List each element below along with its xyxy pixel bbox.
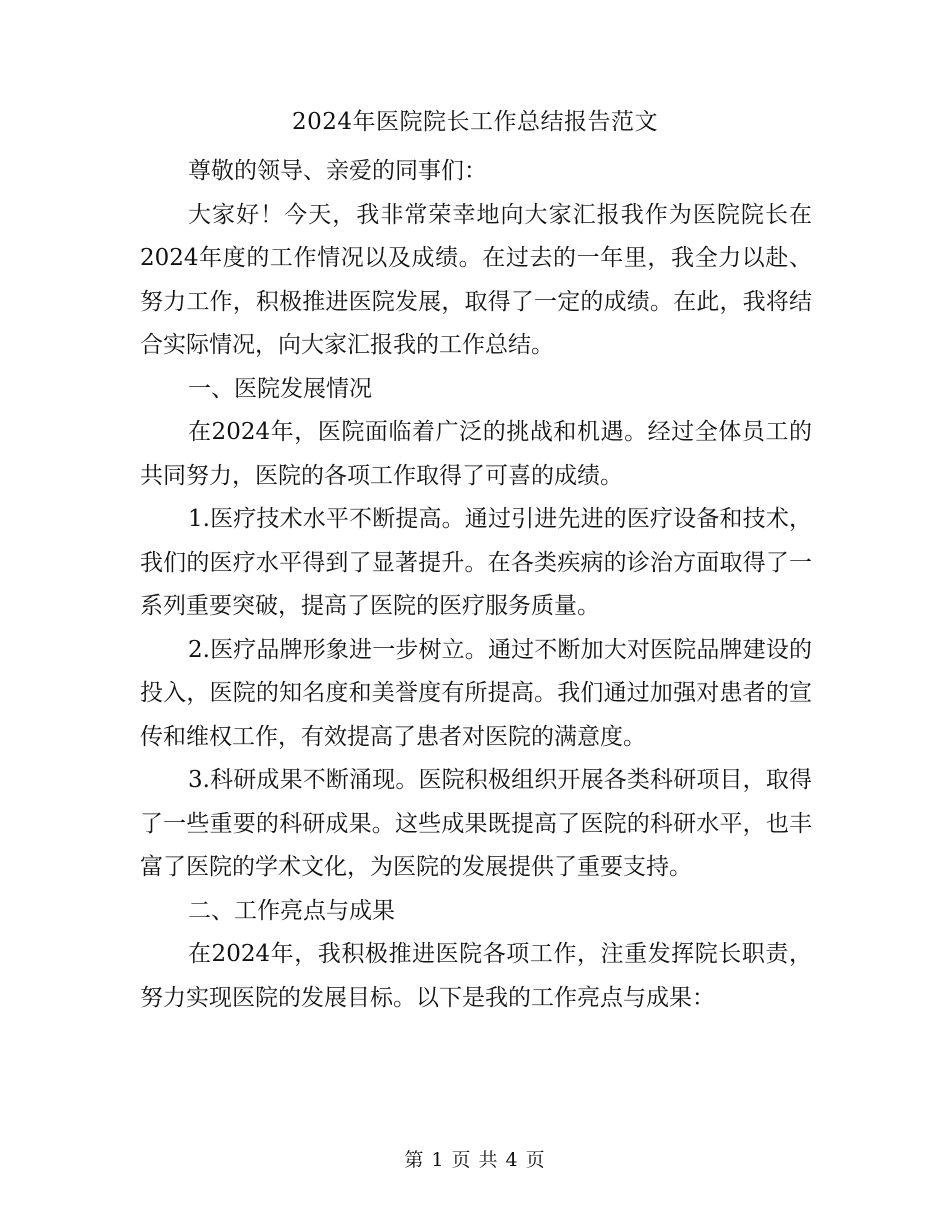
page-number-footer: 第 1 页 共 4 页 — [404, 1149, 546, 1171]
salutation-paragraph: 尊敬的领导、亲爱的同事们： — [188, 158, 487, 184]
document-body — [140, 150, 812, 1020]
list-item-3: 3.科研成果不断涌现。医院积极组织开展各类科研项目，取得了一些重要的科研成果。这些成果既提高了医院的科研水平，也丰富了医院的学术文化，为医院的发展提供了重要支持。 — [140, 767, 812, 880]
section-heading-2: 二、工作亮点与成果 — [188, 897, 395, 924]
body-paragraph: 在2024年，我积极推进医院各项工作，注重发挥院长职责，努力实现医院的发展目标。以下是我的工作亮点与成果： — [140, 941, 812, 1011]
intro-paragraph: 大家好！今天，我非常荣幸地向大家汇报我作为医院院长在2024年度的工作情况以及成绩。在过去的一年里，我全力以赴、努力工作，积极推进医院发展，取得了一定的成绩。在此，我将结合实际情况，向大家汇报我的工作总结。 — [140, 201, 812, 358]
list-item-2: 2.医疗品牌形象进一步树立。通过不断加大对医院品牌建设的投入，医院的知名度和美誉度有所提高。我们通过加强对患者的宣传和维权工作，有效提高了患者对医院的满意度。 — [140, 636, 812, 750]
document-title: 2024年医院院长工作总结报告范文 — [291, 109, 659, 135]
list-item-1: 1.医疗技术水平不断提高。通过引进先进的医疗设备和技术，我们的医疗水平得到了显著提升。在各类疾病的诊治方面取得了一系列重要突破，提高了医院的医疗服务质量。 — [140, 506, 812, 619]
body-paragraph: 在2024年，医院面临着广泛的挑战和机遇。经过全体员工的共同努力，医院的各项工作取得了可喜的成绩。 — [140, 419, 812, 489]
section-heading-1: 一、医院发展情况 — [188, 375, 372, 402]
